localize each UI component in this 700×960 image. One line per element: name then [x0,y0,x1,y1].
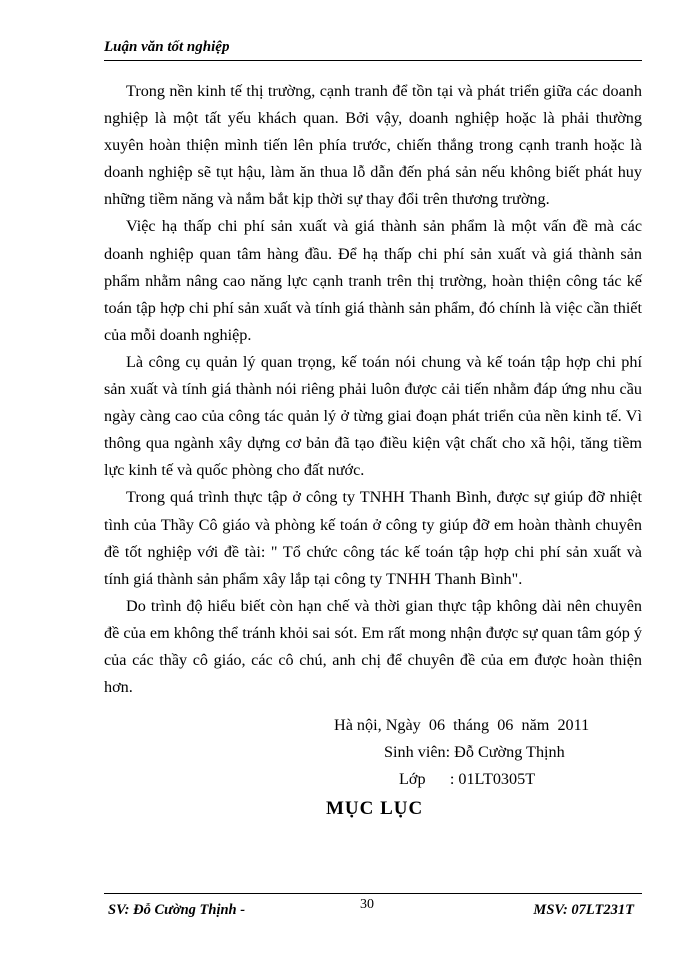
paragraph-3: Là công cụ quản lý quan trọng, kế toán nói chung và kế toán tập hợp chi phí sản xuất và tính giá thành nói riêng phải luôn được cải tiến nhằm đáp ứng nhu cầu ngày càng cao của công tác quản lý ở từng giai đoạn phát triển của nền kinh tế. Vì thông qua ngành xây dựng cơ bản đã tạo điều kiện vật chất cho xã hội, tăng tiềm lực kinh tế và quốc phòng cho đất nước. [104,352,642,480]
footer-student-id: MSV: 07LT231T [533,902,634,918]
page-header [104,36,642,61]
signature-class: Lớp : 01LT0305T [399,770,536,788]
paragraph-2: Việc hạ thấp chi phí sản xuất và giá thành sản phẩm là một vấn đề mà các doanh nghiệp quan tâm hàng đầu. Để hạ thấp chi phí sản xuất và giá thành sản phẩm nhằm nâng cao năng lực cạnh tranh trên thị trường, hoàn thiện công tác kế toán tập hợp chi phí sản xuất và tính giá thành sản phẩm, đó chính là việc cần thiết của mỗi doanh nghiệp. [104,217,642,344]
signature-student: Sinh viên: Đỗ Cường Thịnh [384,743,565,761]
footer-page-number: 30 [360,897,374,912]
footer-student: SV: Đỗ Cường Thịnh - [108,902,246,918]
page-footer [104,893,642,924]
paragraph-5: Do trình độ hiểu biết còn hạn chế và thời gian thực tập không dài nên chuyên đề của em không thể tránh khỏi sai sót. Em rất mong nhận được sự quan tâm góp ý của các thầy cô giáo, các cô chú, anh chị để chuyên đề của em được hoàn thiện hơn. [104,596,642,697]
document-body [104,78,642,701]
toc-heading: MỤC LỤC [326,798,424,819]
paragraph-1: Trong nền kinh tế thị trường, cạnh tranh để tồn tại và phát triển giữa các doanh nghiệp là một tất yếu khách quan. Bởi vậy, doanh nghiệp hoặc là phải thường xuyên hoàn thiện mình tiến lên phía trước, chiến thắng trong cạnh tranh hoặc là doanh nghiệp sẽ tụt hậu, làm ăn thua lỗ dẫn đến phá sản nếu không biết phát huy những tiềm năng và nắm bắt kịp thời sự thay đổi trên thương trường. [104,82,642,209]
signature-date: Hà nội, Ngày 06 tháng 06 năm 2011 [334,716,590,734]
paragraph-4: Trong quá trình thực tập ở công ty TNHH Thanh Bình, được sự giúp đỡ nhiệt tình của Thầy Cô giáo và phòng kế toán ở công ty giúp đỡ em hoàn thành chuyên đề tốt nghiệp với đề tài: " Tổ chức công tác kế toán tập hợp chi phí sản xuất và tính giá thành sản phẩm xây lắp tại công ty TNHH Thanh Bình". [104,488,642,588]
header-title: Luận văn tốt nghiệp [104,39,230,55]
